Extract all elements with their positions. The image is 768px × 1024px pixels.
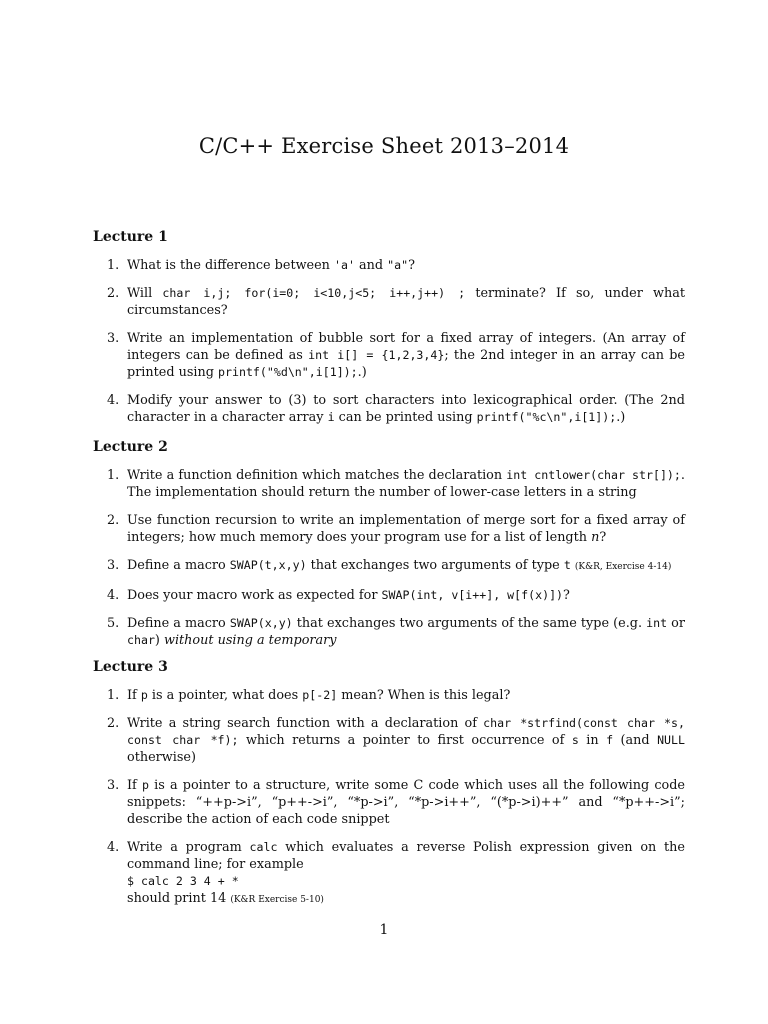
code-snippet: p xyxy=(140,688,148,702)
text-run: ? xyxy=(408,258,415,273)
exercise-number: 3. xyxy=(107,331,120,346)
exercise-text xyxy=(127,588,570,603)
lecture-3-section xyxy=(93,659,685,920)
text-run: Modify your answer to (3) to sort characters into lexicographical order. (The 2nd character in a character array xyxy=(127,393,685,425)
text-run: . The implementation should return the number of lower-case letters in a string xyxy=(127,468,685,500)
text-run: Does your macro work as expected for xyxy=(127,588,382,603)
code-snippet: printf("%d\n",i[1]); xyxy=(218,365,358,379)
text-run: Write an implementation of bubble sort for a fixed array of integers. (An array of integers can be defined as xyxy=(127,331,685,363)
text-run: or xyxy=(667,616,685,631)
exercise-number: 3. xyxy=(107,778,120,793)
code-snippet: s xyxy=(571,733,579,747)
exercise-list xyxy=(93,257,685,426)
exercise-item xyxy=(93,615,685,649)
text-run: in xyxy=(578,733,607,748)
code-snippet: SWAP(x,y) xyxy=(229,616,293,630)
code-snippet: SWAP(t,x,y) xyxy=(229,558,307,572)
exercise-number: 1. xyxy=(107,468,120,483)
exercise-item xyxy=(93,512,685,546)
text-run: and xyxy=(354,258,388,273)
lecture-heading: Lecture 1 xyxy=(93,229,168,245)
lecture-2-section xyxy=(93,439,685,660)
exercise-list xyxy=(93,687,685,909)
exercise-number: 1. xyxy=(107,688,120,703)
text-run: What is the difference between xyxy=(127,258,334,273)
exercise-list xyxy=(93,467,685,649)
exercise-text xyxy=(127,468,685,500)
text-run: should print 14 xyxy=(127,891,231,906)
text-run: is a pointer to a structure, write some C code which uses all the following code snippets: “++p->i”, “p++->i”, “*p->i”, “*p->i++”, “(*p->i)++” and “*p++->i”; describe the action of each code snippet xyxy=(127,778,685,827)
code-snippet: calc xyxy=(249,840,278,854)
exercise-item xyxy=(93,392,685,426)
code-snippet: char i,j; for(i=0; i<10,j<5; i++,j++) ; xyxy=(162,286,466,300)
exercise-number: 1. xyxy=(107,258,120,273)
text-run: terminate? If so, under what circumstances? xyxy=(127,286,685,318)
emphasis-text: n xyxy=(591,530,600,545)
text-run: (and xyxy=(613,733,658,748)
exercise-item xyxy=(93,715,685,766)
exercise-number: 4. xyxy=(107,393,120,408)
exercise-item xyxy=(93,777,685,828)
exercise-text xyxy=(127,716,685,765)
text-run: Write a function definition which matches the declaration xyxy=(127,468,507,483)
exercise-text xyxy=(127,778,685,827)
text-run: otherwise) xyxy=(127,750,196,765)
exercise-text xyxy=(127,286,685,318)
text-run: ; the 2nd integer in an array can be printed using xyxy=(127,348,685,380)
exercise-item xyxy=(93,587,685,604)
text-run: Use function recursion to write an implementation of merge sort for a fixed array of integers; how much memory does your program use for a list of length xyxy=(127,513,685,545)
exercise-number: 5. xyxy=(107,616,120,631)
text-run: ? xyxy=(599,530,607,545)
text-run: If xyxy=(127,778,142,793)
code-snippet: t xyxy=(563,558,571,572)
code-snippet: i xyxy=(327,410,335,424)
emphasis-text: without using a temporary xyxy=(163,633,337,648)
code-snippet: int cntlower(char str[]); xyxy=(506,468,681,482)
exercise-text xyxy=(127,393,685,425)
text-run: .) xyxy=(357,365,367,380)
text-run: .) xyxy=(616,410,626,425)
exercise-number: 2. xyxy=(107,716,120,731)
code-snippet: p xyxy=(141,778,149,792)
code-snippet: NULL xyxy=(657,733,685,747)
citation: (K&R Exercise 5-10) xyxy=(230,895,324,905)
exercise-text xyxy=(127,840,685,906)
text-run: is a pointer, what does xyxy=(147,688,303,703)
text-run: Write a string search function with a declaration of xyxy=(127,716,484,731)
page-number: 1 xyxy=(379,922,389,938)
code-snippet: 'a' xyxy=(334,258,355,272)
exercise-text xyxy=(127,616,685,648)
lecture-heading: Lecture 2 xyxy=(93,439,168,455)
exercise-number: 4. xyxy=(107,840,120,855)
code-snippet: p[-2] xyxy=(302,688,338,702)
code-snippet: "a" xyxy=(387,258,409,272)
code-snippet: f xyxy=(606,733,614,747)
exercise-item xyxy=(93,330,685,381)
citation: (K&R, Exercise 4-14) xyxy=(574,562,672,572)
text-run: that exchanges two arguments of the same type (e.g. xyxy=(292,616,647,631)
lecture-1-section xyxy=(93,229,685,437)
text-run: can be printed using xyxy=(334,410,477,425)
text-run: which returns a pointer to first occurrence of xyxy=(238,733,572,748)
exercise-number: 2. xyxy=(107,286,120,301)
exercise-item xyxy=(93,257,685,274)
text-run: ) xyxy=(154,633,164,648)
text-run: that exchanges two arguments of type xyxy=(306,558,564,573)
exercise-text xyxy=(127,688,510,703)
text-run: Define a macro xyxy=(127,616,230,631)
code-snippet: $ calc 2 3 4 + * xyxy=(127,874,239,888)
text-run: Will xyxy=(127,286,163,301)
exercise-item xyxy=(93,557,685,576)
lecture-heading: Lecture 3 xyxy=(93,659,168,675)
text-run: Write a program xyxy=(127,840,250,855)
exercise-number: 2. xyxy=(107,513,120,528)
exercise-text xyxy=(127,513,685,545)
code-snippet: SWAP(int, v[i++], w[f(x)]) xyxy=(381,588,564,602)
exercise-item xyxy=(93,687,685,704)
code-snippet: printf("%c\n",i[1]); xyxy=(476,410,617,424)
exercise-number: 4. xyxy=(107,588,120,603)
text-run: Define a macro xyxy=(127,558,230,573)
code-snippet: char *strfind(const char *s, const char *f); xyxy=(127,716,685,747)
text-run: mean? When is this legal? xyxy=(337,688,511,703)
exercise-number: 3. xyxy=(107,558,120,573)
code-snippet: int i[] = {1,2,3,4} xyxy=(308,348,445,362)
exercise-text xyxy=(127,331,685,380)
exercise-item xyxy=(93,467,685,501)
code-snippet: int xyxy=(646,616,668,630)
exercise-item xyxy=(93,839,685,909)
exercise-text xyxy=(127,558,671,573)
document-title: C/C++ Exercise Sheet 2013–2014 xyxy=(198,134,570,158)
exercise-item xyxy=(93,285,685,319)
text-run: ? xyxy=(563,588,570,603)
exercise-text xyxy=(127,258,415,273)
code-snippet: char xyxy=(127,633,155,647)
text-run: If xyxy=(127,688,141,703)
text-run: which evaluates a reverse Polish expression given on the command line; for example xyxy=(127,840,685,872)
